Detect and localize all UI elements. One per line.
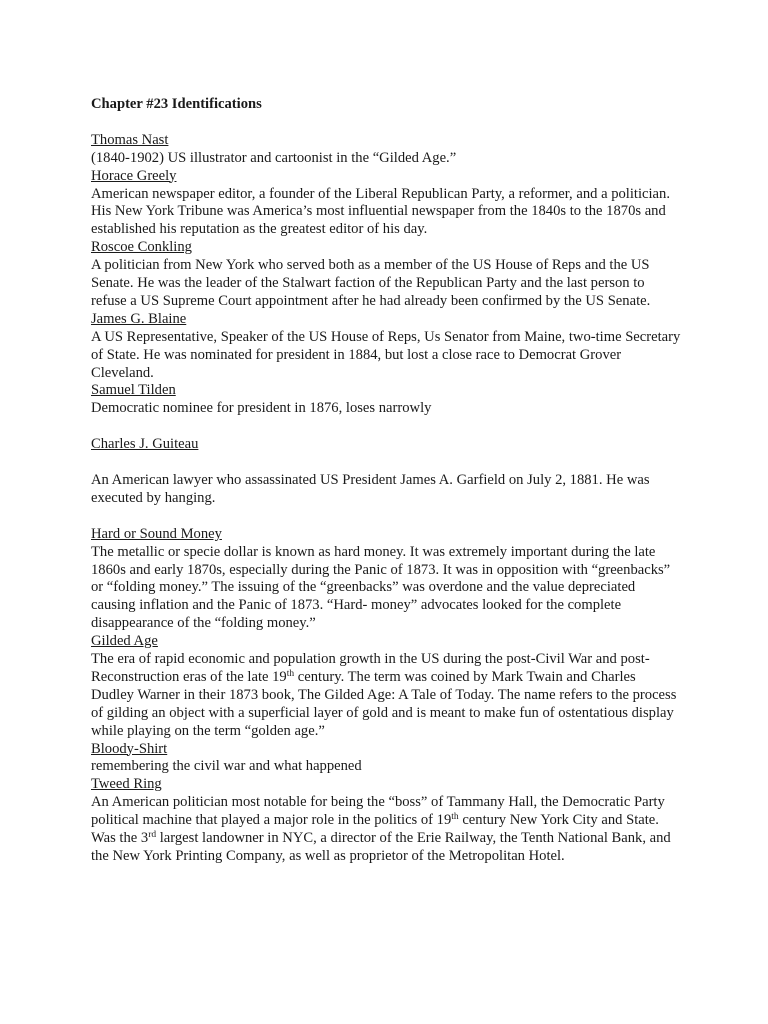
entry-term: Roscoe Conkling xyxy=(91,239,192,256)
entry-definition: (1840-1902) US illustrator and cartoonist in the “Gilded Age.” xyxy=(91,149,457,166)
blank-line xyxy=(91,508,681,526)
entry-definition: remembering the civil war and what happened xyxy=(91,758,362,775)
entry-hard-or-sound-money xyxy=(91,526,681,633)
entry-definition xyxy=(91,651,681,741)
blank-line xyxy=(91,454,681,472)
entry-gilded-age xyxy=(91,633,681,740)
entry-term: James G. Blaine xyxy=(91,310,187,327)
entry-term: Hard or Sound Money xyxy=(91,525,222,542)
entry-term: Tweed Ring xyxy=(91,776,162,793)
blank-line xyxy=(91,418,681,436)
superscript-ordinal: th xyxy=(286,668,295,679)
definition-text: An American politician most notable for being the “boss” of Tammany Hall, the Democratic Party political machine that played a major role in the politics of 19 xyxy=(91,794,665,829)
entry-term: Samuel Tilden xyxy=(91,382,176,399)
entry-horace-greely xyxy=(91,168,681,240)
definition-text: century New York City and State. Was the 3 xyxy=(91,812,659,847)
entry-charles-j-guiteau xyxy=(91,436,681,508)
superscript-ordinal: rd xyxy=(148,830,157,841)
entry-thomas-nast xyxy=(91,132,681,168)
superscript-ordinal: th xyxy=(451,812,459,823)
identifications-list xyxy=(91,132,681,866)
entry-term: Horace Greely xyxy=(91,167,177,184)
entry-james-g-blaine xyxy=(91,311,681,383)
definition-text: The era of rapid economic and population growth in the US during the post-Civil War and post- Reconstruction eras of the late 19 xyxy=(91,651,650,685)
entry-bloody-shirt xyxy=(91,741,681,777)
entry-definition: An American lawyer who assassinated US President James A. Garfield on July 2, 1881. He was executed by hanging. xyxy=(91,471,650,506)
entry-definition: A politician from New York who served both as a member of the US House of Reps and the US Senate. He was the leader of the Stalwart faction of the Republican Party and the last person to refuse a US Supreme Court appointment after he had already been confirmed by the US Senate. xyxy=(91,257,651,309)
entry-definition xyxy=(91,794,681,866)
entry-roscoe-conkling xyxy=(91,239,681,311)
definition-text: century. The term was coined by Mark Twain and Charles Dudley Warner in their 1873 book, The Gilded Age: A Tale of Today. The name refers to the process of gilding an object with a superficial layer of gold and is meant to make fun of ostentatious display while playing on the term “golden age.” xyxy=(91,668,677,739)
entry-term: Gilded Age xyxy=(91,633,158,650)
definition-text: largest landowner in NYC, a director of the Erie Railway, the Tenth National Bank, and the New York Printing Company, as well as proprietor of the Metropolitan Hotel. xyxy=(91,830,671,864)
entry-definition: A US Representative, Speaker of the US House of Reps, Us Senator from Maine, two-time Secretary of State. He was nominated for president in 1884, but lost a close race to Democrat Grover Cleveland. xyxy=(91,328,681,381)
entry-definition: Democratic nominee for president in 1876, loses narrowly xyxy=(91,400,432,417)
document-title: Chapter #23 Identifications xyxy=(91,96,262,112)
entry-term: Charles J. Guiteau xyxy=(91,436,199,453)
entry-definition: The metallic or specie dollar is known as hard money. It was extremely important during the late 1860s and early 1870s, especially during the Panic of 1873. It was in opposition with “greenbacks” or “folding money.” The issuing of the “greenbacks” was overdone and the value depreciated causing inflation and the Panic of 1873. “Hard- money” advocates looked for the complete disappearance of the “folding money.” xyxy=(91,543,671,632)
entry-term: Thomas Nast xyxy=(91,131,169,148)
document-page xyxy=(91,96,681,866)
entry-term: Bloody-Shirt xyxy=(91,740,168,757)
entry-definition: American newspaper editor, a founder of the Liberal Republican Party, a reformer, and a politician. His New York Tribune was America’s most influential newspaper from the 1840s to the 1870s and established his reputation as the greatest editor of his day. xyxy=(91,185,670,238)
entry-tweed-ring xyxy=(91,776,681,866)
entry-samuel-tilden xyxy=(91,382,681,418)
